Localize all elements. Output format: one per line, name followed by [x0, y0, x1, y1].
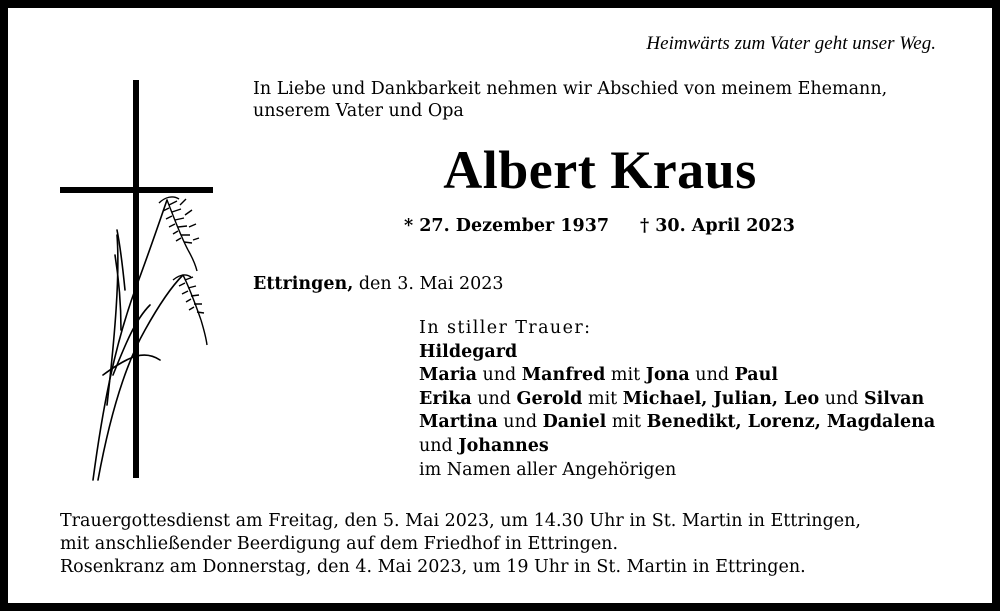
motto: Heimwärts zum Vater geht unser Weg. [646, 33, 936, 54]
service-info [60, 510, 960, 579]
conjunction: und [419, 435, 459, 456]
conjunction: und [689, 365, 735, 386]
mourner-name: Martina [419, 412, 498, 433]
mourner-name: Johannes [458, 435, 549, 456]
mourner-name: Manfred [521, 365, 606, 386]
conjunction: und [471, 388, 517, 409]
cross-with-grain-icon [55, 75, 220, 485]
mourners-line-1 [419, 341, 935, 365]
conjunction: mit [606, 412, 647, 433]
deceased-name: Albert Kraus [443, 140, 757, 200]
place-date [253, 274, 504, 294]
conjunction: und [476, 365, 522, 386]
mourner-name: Jona [645, 365, 690, 386]
conjunction: und [497, 412, 543, 433]
date: den 3. Mai 2023 [353, 274, 504, 294]
place: Ettringen, [253, 274, 354, 294]
mourners-line-4 [419, 411, 935, 435]
mourners-header: In stiller Trauer: [419, 318, 592, 338]
mourner-name: Hildegard [419, 341, 518, 362]
mourners-line-2 [419, 364, 935, 388]
death-date: † 30. April 2023 [640, 216, 795, 236]
mourner-name: Paul [734, 365, 779, 386]
intro-text [253, 78, 953, 122]
mourner-name: Silvan [864, 388, 925, 409]
service-line-1: Trauergottesdienst am Freitag, den 5. Mai 2023, um 14.30 Uhr in St. Martin in Ettringen, [60, 511, 861, 531]
intro-line-2: unserem Vater und Opa [253, 101, 464, 121]
mourners-closing: im Namen aller Angehörigen [419, 459, 677, 480]
mourners-block [419, 317, 935, 482]
mourners-line-3 [419, 388, 935, 412]
mourner-name: Michael, Julian, Leo [622, 388, 820, 409]
birth-date: * 27. Dezember 1937 [404, 216, 610, 236]
mourner-name: Daniel [542, 412, 607, 433]
mourner-name: Gerold [516, 388, 583, 409]
intro-line-1: In Liebe und Dankbarkeit nehmen wir Abschied von meinem Ehemann, [253, 79, 888, 99]
mourner-name: Benedikt, Lorenz, Magdalena [646, 412, 936, 433]
conjunction: mit [605, 365, 646, 386]
mourner-name: Maria [419, 365, 477, 386]
service-line-3: Rosenkranz am Donnerstag, den 4. Mai 2023, um 19 Uhr in St. Martin in Ettringen. [60, 557, 806, 577]
conjunction: und [819, 388, 865, 409]
conjunction: mit [582, 388, 623, 409]
service-line-2: mit anschließender Beerdigung auf dem Friedhof in Ettringen. [60, 534, 619, 554]
mourner-name: Erika [419, 388, 472, 409]
mourners-line-5 [419, 435, 935, 459]
